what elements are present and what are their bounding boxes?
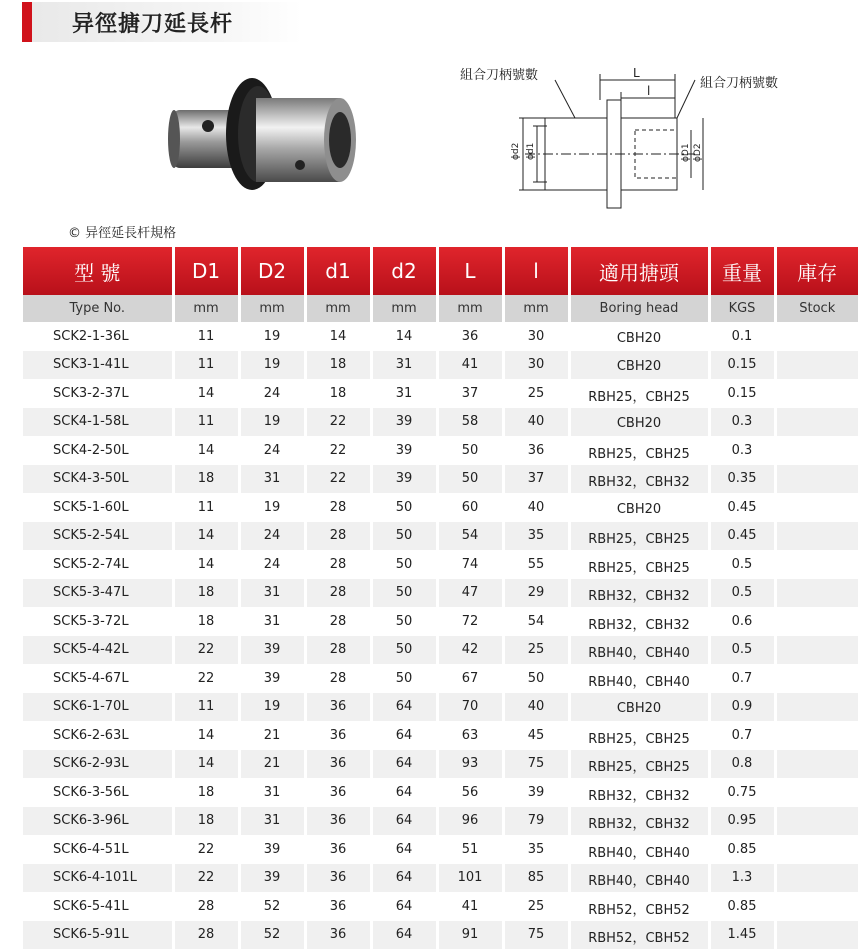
cell-d1-big: 18 <box>173 607 239 636</box>
table-row <box>23 835 858 864</box>
cell-d2-small: 31 <box>371 351 437 380</box>
cell-stock <box>775 778 858 807</box>
column-header: D1 <box>173 247 239 295</box>
cell-d1-small: 28 <box>305 550 371 579</box>
column-subheader: mm <box>437 295 503 322</box>
cell-stock <box>775 750 858 779</box>
cell-length-l: 36 <box>503 436 569 465</box>
cell-length-l: 39 <box>503 778 569 807</box>
column-header: 庫存 <box>775 247 858 295</box>
table-row <box>23 550 858 579</box>
cell-weight: 0.5 <box>709 636 775 665</box>
cell-d2-small: 39 <box>371 408 437 437</box>
cell-d1-small: 22 <box>305 436 371 465</box>
spec-table-body <box>23 322 858 949</box>
cell-d1-big: 28 <box>173 921 239 949</box>
cell-boring-head: RBH25，CBH25 <box>569 750 709 779</box>
cell-boring-head: CBH20 <box>569 408 709 437</box>
cell-stock <box>775 807 858 836</box>
column-header: 重量 <box>709 247 775 295</box>
cell-d2-big: 39 <box>239 636 305 665</box>
cell-type-no: SCK5-1-60L <box>23 493 173 522</box>
cell-type-no: SCK5-4-42L <box>23 636 173 665</box>
cell-d2-small: 64 <box>371 921 437 949</box>
cell-length-l: 29 <box>503 579 569 608</box>
cell-d1-small: 18 <box>305 379 371 408</box>
cell-boring-head: RBH40，CBH40 <box>569 664 709 693</box>
cell-boring-head: RBH40，CBH40 <box>569 835 709 864</box>
table-row <box>23 721 858 750</box>
cell-type-no: SCK6-2-63L <box>23 721 173 750</box>
table-row <box>23 436 858 465</box>
cell-stock <box>775 636 858 665</box>
column-subheader: KGS <box>709 295 775 322</box>
table-row <box>23 493 858 522</box>
cell-d1-big: 14 <box>173 522 239 551</box>
cell-length-L: 50 <box>437 436 503 465</box>
cell-stock <box>775 379 858 408</box>
cell-d1-small: 36 <box>305 864 371 893</box>
column-subheader: Type No. <box>23 295 173 322</box>
table-row <box>23 921 858 949</box>
cell-boring-head: RBH25，CBH25 <box>569 550 709 579</box>
cell-d1-small: 28 <box>305 579 371 608</box>
cell-d2-big: 52 <box>239 892 305 921</box>
cell-d2-big: 21 <box>239 721 305 750</box>
cell-stock <box>775 607 858 636</box>
cell-length-L: 93 <box>437 750 503 779</box>
cell-d1-big: 14 <box>173 721 239 750</box>
cell-d1-small: 36 <box>305 693 371 722</box>
cell-type-no: SCK5-2-54L <box>23 522 173 551</box>
table-row <box>23 579 858 608</box>
cell-length-L: 91 <box>437 921 503 949</box>
cell-d2-small: 50 <box>371 636 437 665</box>
table-row <box>23 892 858 921</box>
cell-length-L: 41 <box>437 351 503 380</box>
cell-d2-big: 19 <box>239 322 305 351</box>
table-row <box>23 379 858 408</box>
cell-d1-big: 18 <box>173 778 239 807</box>
cell-weight: 0.3 <box>709 436 775 465</box>
cell-d2-big: 31 <box>239 778 305 807</box>
spec-table <box>23 247 858 949</box>
cell-d2-small: 64 <box>371 693 437 722</box>
cell-length-l: 25 <box>503 892 569 921</box>
cell-stock <box>775 408 858 437</box>
diagram-dim-d1: ϕd1 <box>526 143 536 160</box>
header-row <box>23 247 858 295</box>
diagram-dim-d2: ϕd2 <box>511 143 521 160</box>
cell-d1-big: 22 <box>173 864 239 893</box>
cell-type-no: SCK5-3-72L <box>23 607 173 636</box>
cell-type-no: SCK6-3-96L <box>23 807 173 836</box>
cell-d2-big: 31 <box>239 465 305 494</box>
column-header: d1 <box>305 247 371 295</box>
column-header: L <box>437 247 503 295</box>
column-subheader: mm <box>173 295 239 322</box>
cell-d1-small: 36 <box>305 807 371 836</box>
cell-boring-head: CBH20 <box>569 322 709 351</box>
cell-d1-small: 28 <box>305 664 371 693</box>
cell-boring-head: RBH40，CBH40 <box>569 864 709 893</box>
cell-length-l: 35 <box>503 522 569 551</box>
cell-d1-big: 18 <box>173 579 239 608</box>
cell-type-no: SCK6-2-93L <box>23 750 173 779</box>
cell-length-L: 96 <box>437 807 503 836</box>
cell-type-no: SCK2-1-36L <box>23 322 173 351</box>
cell-length-L: 47 <box>437 579 503 608</box>
cell-d2-big: 24 <box>239 550 305 579</box>
cell-d2-small: 50 <box>371 550 437 579</box>
cell-stock <box>775 892 858 921</box>
cell-d2-big: 24 <box>239 379 305 408</box>
spec-caption: © 异徑延長杆規格 <box>68 222 176 241</box>
cell-d2-small: 39 <box>371 436 437 465</box>
cell-d2-big: 39 <box>239 664 305 693</box>
cell-d1-small: 28 <box>305 636 371 665</box>
cell-boring-head: CBH20 <box>569 493 709 522</box>
cell-length-l: 75 <box>503 921 569 949</box>
cell-d1-small: 36 <box>305 778 371 807</box>
cell-length-l: 30 <box>503 322 569 351</box>
table-row <box>23 522 858 551</box>
cell-length-l: 30 <box>503 351 569 380</box>
diagram-label-right: 組合刀柄號數 <box>700 75 778 91</box>
cell-d2-small: 14 <box>371 322 437 351</box>
diagram-dim-l: l <box>647 84 650 98</box>
cell-weight: 0.5 <box>709 550 775 579</box>
cell-length-L: 70 <box>437 693 503 722</box>
cell-length-L: 74 <box>437 550 503 579</box>
cell-length-l: 35 <box>503 835 569 864</box>
cell-weight: 0.85 <box>709 892 775 921</box>
cell-stock <box>775 579 858 608</box>
cell-stock <box>775 351 858 380</box>
column-subheader: Boring head <box>569 295 709 322</box>
cell-d1-big: 14 <box>173 750 239 779</box>
cell-d1-small: 36 <box>305 921 371 949</box>
cell-length-L: 51 <box>437 835 503 864</box>
cell-weight: 0.15 <box>709 351 775 380</box>
cell-length-l: 40 <box>503 693 569 722</box>
cell-d2-small: 50 <box>371 607 437 636</box>
cell-weight: 1.3 <box>709 864 775 893</box>
column-header: l <box>503 247 569 295</box>
cell-d2-big: 39 <box>239 864 305 893</box>
cell-stock <box>775 664 858 693</box>
cell-stock <box>775 493 858 522</box>
cell-stock <box>775 721 858 750</box>
cell-boring-head: RBH32，CBH32 <box>569 778 709 807</box>
dimension-drawing <box>455 60 855 210</box>
cell-d2-small: 64 <box>371 864 437 893</box>
cell-type-no: SCK6-4-101L <box>23 864 173 893</box>
cell-d1-big: 22 <box>173 636 239 665</box>
table-row <box>23 322 858 351</box>
cell-d2-big: 31 <box>239 579 305 608</box>
cell-d1-big: 22 <box>173 835 239 864</box>
cell-boring-head: RBH32，CBH32 <box>569 579 709 608</box>
cell-length-L: 36 <box>437 322 503 351</box>
cell-d1-big: 28 <box>173 892 239 921</box>
cell-d2-small: 31 <box>371 379 437 408</box>
cell-length-l: 25 <box>503 379 569 408</box>
cell-d2-small: 39 <box>371 465 437 494</box>
cell-length-l: 85 <box>503 864 569 893</box>
cell-d2-small: 64 <box>371 778 437 807</box>
cell-boring-head: RBH52，CBH52 <box>569 921 709 949</box>
diagram-label-left: 組合刀柄號數 <box>460 67 538 83</box>
cell-d1-big: 11 <box>173 693 239 722</box>
cell-stock <box>775 921 858 949</box>
cell-type-no: SCK3-2-37L <box>23 379 173 408</box>
cell-length-l: 54 <box>503 607 569 636</box>
cell-length-l: 45 <box>503 721 569 750</box>
cell-d1-big: 14 <box>173 379 239 408</box>
cell-stock <box>775 465 858 494</box>
table-row <box>23 807 858 836</box>
table-row <box>23 636 858 665</box>
cell-weight: 0.8 <box>709 750 775 779</box>
column-header: 型 號 <box>23 247 173 295</box>
table-row <box>23 607 858 636</box>
cell-d2-big: 52 <box>239 921 305 949</box>
cell-d2-big: 19 <box>239 408 305 437</box>
column-header: D2 <box>239 247 305 295</box>
cell-length-L: 37 <box>437 379 503 408</box>
cell-type-no: SCK5-3-47L <box>23 579 173 608</box>
cell-d1-big: 22 <box>173 664 239 693</box>
cell-d1-small: 36 <box>305 892 371 921</box>
cell-weight: 0.35 <box>709 465 775 494</box>
cell-boring-head: RBH40，CBH40 <box>569 636 709 665</box>
cell-d1-big: 11 <box>173 408 239 437</box>
cell-d2-small: 50 <box>371 522 437 551</box>
cell-d1-big: 18 <box>173 465 239 494</box>
cell-weight: 0.45 <box>709 493 775 522</box>
table-row <box>23 664 858 693</box>
cell-d2-small: 50 <box>371 493 437 522</box>
table-row <box>23 465 858 494</box>
cell-length-L: 60 <box>437 493 503 522</box>
cell-stock <box>775 864 858 893</box>
column-subheader: Stock <box>775 295 858 322</box>
cell-length-L: 56 <box>437 778 503 807</box>
cell-d2-small: 64 <box>371 721 437 750</box>
cell-d2-small: 64 <box>371 750 437 779</box>
cell-d1-small: 28 <box>305 522 371 551</box>
cell-d1-small: 36 <box>305 750 371 779</box>
column-header: d2 <box>371 247 437 295</box>
cell-stock <box>775 693 858 722</box>
cell-d1-small: 36 <box>305 835 371 864</box>
cell-weight: 0.75 <box>709 778 775 807</box>
diagram-dim-D1: ϕD1 <box>681 143 691 162</box>
cell-length-L: 54 <box>437 522 503 551</box>
cell-boring-head: CBH20 <box>569 351 709 380</box>
column-subheader: mm <box>239 295 305 322</box>
cell-length-L: 50 <box>437 465 503 494</box>
diagram-dim-L: L <box>633 66 640 80</box>
cell-length-l: 50 <box>503 664 569 693</box>
table-row <box>23 750 858 779</box>
cell-d2-small: 64 <box>371 835 437 864</box>
cell-type-no: SCK6-5-91L <box>23 921 173 949</box>
cell-length-l: 40 <box>503 493 569 522</box>
cell-weight: 1.45 <box>709 921 775 949</box>
cell-d1-small: 28 <box>305 493 371 522</box>
cell-type-no: SCK4-1-58L <box>23 408 173 437</box>
cell-boring-head: RBH25，CBH25 <box>569 379 709 408</box>
column-header: 適用搪頭 <box>569 247 709 295</box>
table-row <box>23 408 858 437</box>
cell-type-no: SCK6-4-51L <box>23 835 173 864</box>
table-row <box>23 864 858 893</box>
subheader-row <box>23 295 858 322</box>
cell-boring-head: CBH20 <box>569 693 709 722</box>
cell-length-L: 58 <box>437 408 503 437</box>
cell-length-L: 101 <box>437 864 503 893</box>
cell-length-l: 25 <box>503 636 569 665</box>
cell-length-L: 63 <box>437 721 503 750</box>
cell-stock <box>775 436 858 465</box>
cell-d1-small: 28 <box>305 607 371 636</box>
cell-weight: 0.9 <box>709 693 775 722</box>
cell-stock <box>775 835 858 864</box>
cell-d1-small: 14 <box>305 322 371 351</box>
cell-d1-big: 11 <box>173 322 239 351</box>
cell-stock <box>775 550 858 579</box>
product-photo <box>160 70 360 200</box>
cell-d2-small: 64 <box>371 807 437 836</box>
cell-weight: 0.6 <box>709 607 775 636</box>
cell-weight: 0.45 <box>709 522 775 551</box>
diagram-dim-D2: ϕD2 <box>693 143 703 162</box>
cell-type-no: SCK3-1-41L <box>23 351 173 380</box>
column-subheader: mm <box>503 295 569 322</box>
column-subheader: mm <box>371 295 437 322</box>
table-row <box>23 778 858 807</box>
cell-d1-big: 11 <box>173 493 239 522</box>
cell-d1-small: 36 <box>305 721 371 750</box>
page-title: 异徑搪刀延長杆 <box>72 7 233 38</box>
column-subheader: mm <box>305 295 371 322</box>
cell-d1-small: 18 <box>305 351 371 380</box>
cell-length-l: 55 <box>503 550 569 579</box>
cell-type-no: SCK5-2-74L <box>23 550 173 579</box>
cell-length-l: 75 <box>503 750 569 779</box>
cell-type-no: SCK6-1-70L <box>23 693 173 722</box>
cell-d2-small: 50 <box>371 664 437 693</box>
cell-weight: 0.15 <box>709 379 775 408</box>
cell-length-L: 42 <box>437 636 503 665</box>
cell-d2-big: 31 <box>239 807 305 836</box>
cell-d1-big: 11 <box>173 351 239 380</box>
cell-boring-head: RBH32，CBH32 <box>569 607 709 636</box>
cell-d1-small: 22 <box>305 465 371 494</box>
table-row <box>23 351 858 380</box>
cell-d2-big: 21 <box>239 750 305 779</box>
cell-weight: 0.3 <box>709 408 775 437</box>
cell-type-no: SCK4-3-50L <box>23 465 173 494</box>
cell-boring-head: RBH52，CBH52 <box>569 892 709 921</box>
cell-length-L: 41 <box>437 892 503 921</box>
cell-d2-small: 50 <box>371 579 437 608</box>
cell-d2-small: 64 <box>371 892 437 921</box>
cell-length-L: 67 <box>437 664 503 693</box>
cell-d1-big: 14 <box>173 436 239 465</box>
cell-type-no: SCK6-5-41L <box>23 892 173 921</box>
cell-d2-big: 19 <box>239 493 305 522</box>
cell-boring-head: RBH25，CBH25 <box>569 721 709 750</box>
table-row <box>23 693 858 722</box>
cell-length-l: 40 <box>503 408 569 437</box>
cell-type-no: SCK6-3-56L <box>23 778 173 807</box>
cell-d2-big: 24 <box>239 436 305 465</box>
cell-boring-head: RBH32，CBH32 <box>569 465 709 494</box>
cell-stock <box>775 522 858 551</box>
cell-weight: 0.95 <box>709 807 775 836</box>
cell-length-l: 37 <box>503 465 569 494</box>
cell-stock <box>775 322 858 351</box>
cell-boring-head: RBH32，CBH32 <box>569 807 709 836</box>
cell-type-no: SCK4-2-50L <box>23 436 173 465</box>
cell-weight: 0.5 <box>709 579 775 608</box>
cell-d1-big: 14 <box>173 550 239 579</box>
cell-boring-head: RBH25，CBH25 <box>569 436 709 465</box>
cell-d2-big: 39 <box>239 835 305 864</box>
cell-weight: 0.85 <box>709 835 775 864</box>
cell-d1-small: 22 <box>305 408 371 437</box>
cell-boring-head: RBH25，CBH25 <box>569 522 709 551</box>
cell-weight: 0.7 <box>709 664 775 693</box>
cell-d2-big: 19 <box>239 351 305 380</box>
cell-d2-big: 31 <box>239 607 305 636</box>
cell-d1-big: 18 <box>173 807 239 836</box>
cell-length-l: 79 <box>503 807 569 836</box>
cell-weight: 0.1 <box>709 322 775 351</box>
cell-d2-big: 19 <box>239 693 305 722</box>
cell-d2-big: 24 <box>239 522 305 551</box>
cell-length-L: 72 <box>437 607 503 636</box>
cell-type-no: SCK5-4-67L <box>23 664 173 693</box>
cell-weight: 0.7 <box>709 721 775 750</box>
title-accent-bar <box>22 2 32 42</box>
